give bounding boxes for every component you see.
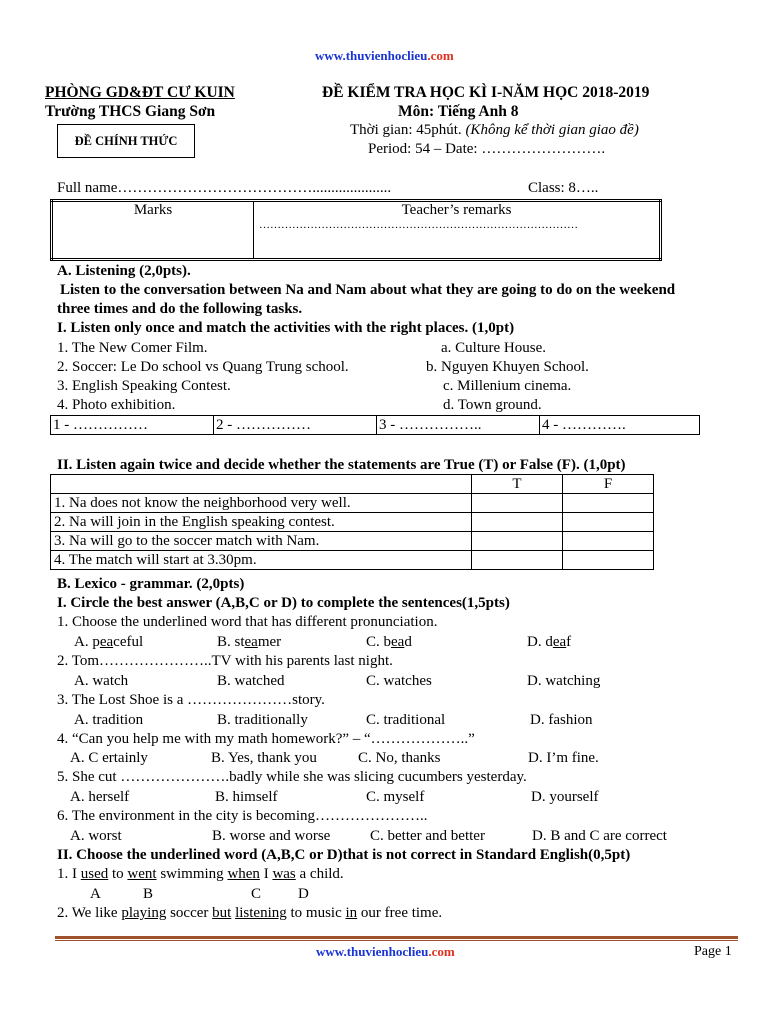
site-domain: .com: [428, 944, 455, 959]
site-link-footer[interactable]: [316, 944, 455, 960]
sentence-text: 2. We like: [57, 905, 122, 921]
site-domain: .com: [427, 48, 454, 63]
marks-label: Marks: [133, 202, 173, 218]
underlined-word-a: used: [80, 866, 109, 882]
sentence-text: soccer: [166, 905, 213, 921]
remarks-label: Teacher’s remarks: [401, 202, 512, 218]
option-a: A. C ertainly: [70, 750, 148, 766]
activity-item: 3. English Speaking Contest.: [57, 378, 231, 394]
false-cell: [563, 551, 654, 570]
error-sentence-2: [57, 904, 442, 923]
sentence-text: 1. I: [57, 866, 81, 882]
activity-item: 1. The New Comer Film.: [57, 340, 208, 356]
answer-cell: 4 - ………….: [540, 416, 700, 435]
option-c: C. watches: [366, 673, 432, 689]
statement-cell: 2. Na will join in the English speaking contest.: [51, 513, 472, 532]
remarks-dots: ……………………………………………………………………………: [259, 219, 578, 231]
option-b: B. Yes, thank you: [211, 750, 317, 766]
sentence-text: I: [259, 866, 273, 882]
answer-cell: 2 - ……………: [214, 416, 377, 435]
site-name: www.thuvienhoclieu: [315, 48, 428, 63]
option-text: B. st: [217, 634, 245, 650]
remarks-cell: [254, 201, 661, 260]
underlined-letters: ea: [552, 634, 567, 650]
table-row: [51, 513, 654, 532]
official-exam-box: ĐỀ CHÍNH THỨC: [57, 124, 195, 158]
true-cell: [472, 513, 563, 532]
question-5: 5. She cut ………………….badly while she was slicing cucumbers yesterday.: [57, 769, 527, 785]
sentence-text: to: [108, 866, 128, 882]
question-6: 6. The environment in the city is becoming…………………..: [57, 808, 428, 824]
table-row: [51, 551, 654, 570]
letter-label-b: B: [143, 886, 154, 902]
option-a: A. watch: [74, 673, 129, 689]
question-1: 1. Choose the underlined word that has different pronunciation.: [57, 614, 438, 630]
false-cell: [563, 532, 654, 551]
option-d: [527, 633, 571, 652]
activity-item: 4. Photo exhibition.: [57, 397, 176, 413]
option-text: A. p: [74, 634, 100, 650]
option-c: C. traditional: [366, 712, 446, 728]
question-4: 4. “Can you help me with my math homework?” – “………………..”: [57, 731, 475, 747]
part-1-title: I. Listen only once and match the activities with the right places. (1,0pt): [57, 320, 515, 336]
option-b: B. himself: [215, 789, 278, 805]
page-number: Page 1: [694, 944, 732, 959]
statement-cell: 3. Na will go to the soccer match with Nam.: [51, 532, 472, 551]
place-item: d. Town ground.: [443, 397, 542, 413]
section-a-intro-1: Listen to the conversation between Na and Nam about what they are going to do on the weekend: [60, 282, 676, 298]
table-row: [51, 532, 654, 551]
underlined-letters: ea: [244, 634, 258, 650]
exam-title: ĐỀ KIỂM TRA HỌC KÌ I-NĂM HỌC 2018-2019: [322, 84, 650, 101]
statement-cell: 4. The match will start at 3.30pm.: [51, 551, 472, 570]
tf-header-true: T: [472, 475, 563, 494]
time-note: (Không kể thời gian giao đề): [465, 122, 639, 138]
section-b-title: B. Lexico - grammar. (2,0pts): [57, 576, 245, 592]
time-line: [350, 122, 639, 139]
option-text: d: [404, 634, 412, 650]
sentence-text: swimming: [156, 866, 228, 882]
question-3: 3. The Lost Shoe is a …………………story.: [57, 692, 325, 708]
underlined-word-a: playing: [121, 905, 167, 921]
option-a: A. worst: [70, 828, 122, 844]
marks-cell: [52, 201, 254, 260]
site-name: www.thuvienhoclieu: [316, 944, 429, 959]
sentence-text: to music: [286, 905, 346, 921]
place-item: c. Millenium cinema.: [443, 378, 572, 394]
option-text: D. d: [527, 634, 553, 650]
option-b: B. worse and worse: [212, 828, 331, 844]
option-c: C. better and better: [370, 828, 485, 844]
tf-header-false: F: [563, 475, 654, 494]
section-b-part-1-title: I. Circle the best answer (A,B,C or D) to complete the sentences(1,5pts): [57, 595, 510, 611]
option-d: D. B and C are correct: [532, 828, 667, 844]
sentence-text: our free time.: [357, 905, 443, 921]
underlined-word-d: in: [345, 905, 358, 921]
letter-label-d: D: [298, 886, 309, 902]
part-2-title: II. Listen again twice and decide whether the statements are True (T) or False (F). (1,0pt): [57, 457, 626, 473]
false-cell: [563, 494, 654, 513]
sentence-text: a child.: [295, 866, 344, 882]
option-text: ceful: [113, 634, 144, 650]
true-cell: [472, 551, 563, 570]
option-c: C. myself: [366, 789, 425, 805]
true-cell: [472, 532, 563, 551]
true-false-table: [50, 474, 654, 570]
school-name: Trường THCS Giang Sơn: [45, 103, 216, 120]
option-b: B. watched: [217, 673, 285, 689]
option-d: D. I’m fine.: [528, 750, 599, 766]
underlined-word-c: when: [227, 866, 260, 882]
section-b-part-2-title: II. Choose the underlined word (A,B,C or D)that is not correct in Standard English(0,5pt): [57, 847, 631, 863]
option-d: D. watching: [527, 673, 601, 689]
footer-divider-thin: [55, 940, 738, 941]
underlined-letters: ea: [99, 634, 114, 650]
place-item: b. Nguyen Khuyen School.: [426, 359, 589, 375]
tf-header-blank: [51, 475, 472, 494]
period-date: Period: 54 – Date: …………………….: [368, 141, 606, 157]
question-2: 2. Tom…………………..TV with his parents last night.: [57, 653, 393, 669]
option-d: D. fashion: [530, 712, 593, 728]
underlined-word-b: but: [212, 905, 232, 921]
option-text: f: [566, 634, 572, 650]
section-a-title: A. Listening (2,0pts).: [57, 263, 191, 279]
letter-label-a: A: [90, 886, 101, 902]
option-a: [74, 633, 143, 652]
false-cell: [563, 513, 654, 532]
true-cell: [472, 494, 563, 513]
marks-table: [50, 199, 662, 261]
answer-cell: 1 - ……………: [51, 416, 214, 435]
activity-item: 2. Soccer: Le Do school vs Quang Trung school.: [57, 359, 349, 375]
subject: Môn: Tiếng Anh 8: [398, 103, 519, 120]
option-b: [217, 633, 281, 652]
class-field: Class: 8…..: [528, 180, 599, 196]
department-name: PHÒNG GD&ĐT CƯ KUIN: [45, 84, 235, 101]
underlined-word-c: listening: [235, 905, 287, 921]
option-text: C. b: [366, 634, 392, 650]
underlined-word-d: was: [272, 866, 296, 882]
option-d: D. yourself: [531, 789, 599, 805]
place-item: a. Culture House.: [441, 340, 546, 356]
statement-cell: 1. Na does not know the neighborhood very well.: [51, 494, 472, 513]
site-link-header[interactable]: [315, 48, 454, 64]
answer-cell: 3 - ……………..: [377, 416, 540, 435]
option-a: A. herself: [70, 789, 130, 805]
full-name-field: Full name………………………………….....................: [57, 180, 392, 196]
option-b: B. traditionally: [217, 712, 308, 728]
table-row: [51, 494, 654, 513]
option-c: C. No, thanks: [358, 750, 441, 766]
matching-answer-table: [50, 415, 700, 435]
option-text: mer: [257, 634, 282, 650]
underlined-letters: ea: [391, 634, 405, 650]
letter-label-c: C: [251, 886, 262, 902]
section-a-intro-2: three times and do the following tasks.: [57, 301, 303, 317]
footer-divider: [55, 936, 738, 939]
time-limit: Thời gian: 45phút.: [350, 122, 462, 138]
option-c: [366, 633, 412, 652]
underlined-word-b: went: [127, 866, 157, 882]
error-sentence-1: [57, 865, 344, 884]
option-a: A. tradition: [74, 712, 144, 728]
